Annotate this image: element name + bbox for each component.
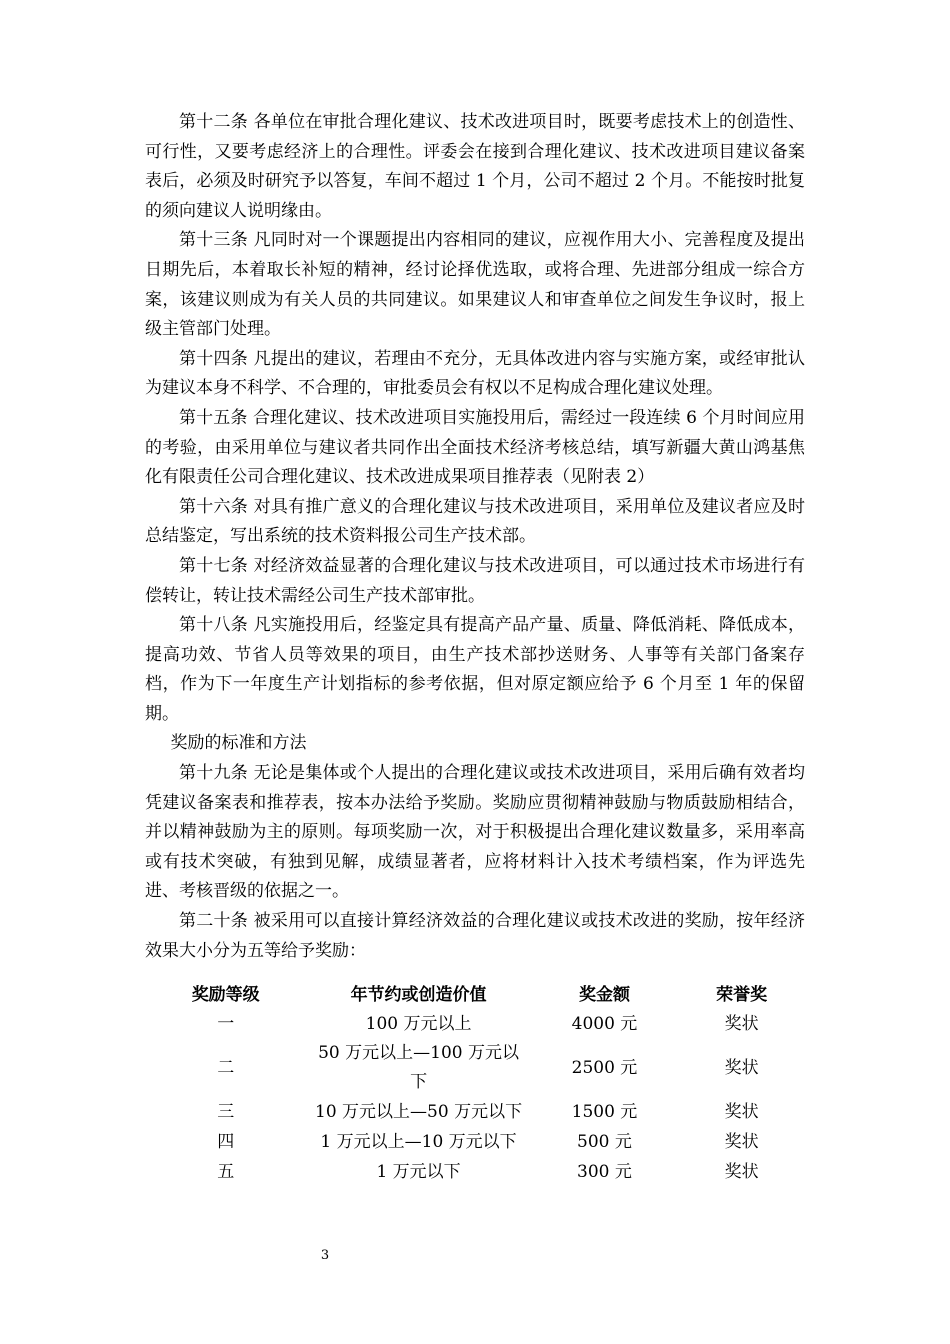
bonus-amount: 2500 元	[571, 1057, 638, 1078]
reward-level: 二	[217, 1057, 235, 1078]
annual-value	[301, 1039, 535, 1097]
annual-value-text: 50 万元以上—100 万元以下	[318, 1043, 519, 1092]
article-13: 第十三条 凡同时对一个课题提出内容相同的建议，应视作用大小、完善程度及提出日期先后，本着取长补短的精神，经讨论择优选取，或将合理、先进部分组成一综合方案，该建议则成为有关人员的共同建议。如果建议人和审查单位之间发生争议时，报上级主管部门处理。	[145, 230, 805, 340]
article-17: 第十七条 对经济效益显著的合理化建议与技术改进项目，可以通过技术市场进行有偿转让，转让技术需经公司生产技术部审批。	[145, 555, 805, 606]
header-reward-level: 奖励等级	[191, 984, 260, 1005]
bonus-amount: 1500 元	[571, 1101, 638, 1122]
table-row	[150, 1039, 810, 1097]
honor-award: 奖状	[724, 1131, 759, 1152]
reward-level: 三	[217, 1101, 235, 1122]
article-16: 第十六条 对具有推广意义的合理化建议与技术改进项目，采用单位及建议者应及时总结鉴定，写出系统的技术资料报公司生产技术部。	[145, 496, 805, 547]
bonus-amount: 500 元	[577, 1131, 632, 1152]
page-number: 3	[320, 1248, 330, 1263]
annual-value: 100 万元以上	[365, 1013, 472, 1034]
table-header-row	[150, 975, 810, 1009]
reward-level: 一	[217, 1013, 235, 1034]
article-19: 第十九条 无论是集体或个人提出的合理化建议或技术改进项目，采用后确有效者均凭建议备案表和推荐表，按本办法给予奖励。奖励应贯彻精神鼓励与物质鼓励相结合，并以精神鼓励为主的原则。每项奖励一次，对于积极提出合理化建议数量多，采用率高或有技术突破，有独到见解，成绩显著者，应将材料计入技术考绩档案，作为评选先进、考核晋级的依据之一。	[145, 763, 805, 902]
table-row	[150, 1127, 810, 1157]
annual-value: 10 万元以上—50 万元以下	[315, 1101, 523, 1122]
table-row	[150, 1157, 810, 1187]
annual-value: 1 万元以上—10 万元以下	[320, 1131, 517, 1152]
honor-award: 奖状	[724, 1101, 759, 1122]
header-bonus-amount: 奖金额	[578, 984, 630, 1005]
article-14: 第十四条 凡提出的建议，若理由不充分，无具体改进内容与实施方案，或经审批认为建议本身不科学、不合理的，审批委员会有权以不足构成合理化建议处理。	[145, 348, 805, 399]
article-12: 第十二条 各单位在审批合理化建议、技术改进项目时，既要考虑技术上的创造性、可行性，又要考虑经济上的合理性。评委会在接到合理化建议、技术改进项目建议备案表后，必须及时研究予以答复，车间不超过 1 个月，公司不超过 2 个月。不能按时批复的须向建议人说明缘由。	[145, 112, 805, 221]
honor-award: 奖状	[724, 1013, 759, 1034]
article-20: 第二十条 被采用可以直接计算经济效益的合理化建议或技术改进的奖励，按年经济效果大小分为五等给予奖励：	[145, 911, 805, 961]
honor-award: 奖状	[724, 1057, 759, 1078]
honor-award: 奖状	[724, 1161, 759, 1182]
document-body	[145, 108, 805, 966]
header-annual-value: 年节约或创造价值	[350, 984, 487, 1005]
table-row	[150, 1009, 810, 1039]
reward-level: 五	[217, 1161, 235, 1182]
article-18: 第十八条 凡实施投用后，经鉴定具有提高产品产量、质量、降低消耗、降低成本，提高功效、节省人员等效果的项目，由生产技术部抄送财务、人事等有关部门备案存档，作为下一年度生产计划指标的参考依据，但对原定额应给予 6 个月至 1 年的保留期。	[145, 615, 805, 724]
annual-value: 1 万元以下	[376, 1161, 461, 1182]
bonus-amount: 4000 元	[571, 1013, 638, 1034]
article-15: 第十五条 合理化建议、技术改进项目实施投用后，需经过一段连续 6 个月时间应用的考验，由采用单位与建议者共同作出全面技术经济考核总结，填写新疆大黄山鸿基焦化有限责任公司合理化建议、技术改进成果项目推荐表（见附表 2）	[145, 407, 805, 488]
section-heading: 奖励的标准和方法	[170, 733, 307, 754]
table-row	[150, 1097, 810, 1127]
bonus-amount: 300 元	[577, 1161, 632, 1182]
reward-table	[150, 975, 810, 1187]
reward-level: 四	[217, 1131, 235, 1152]
header-honor-award: 荣誉奖	[716, 984, 768, 1005]
